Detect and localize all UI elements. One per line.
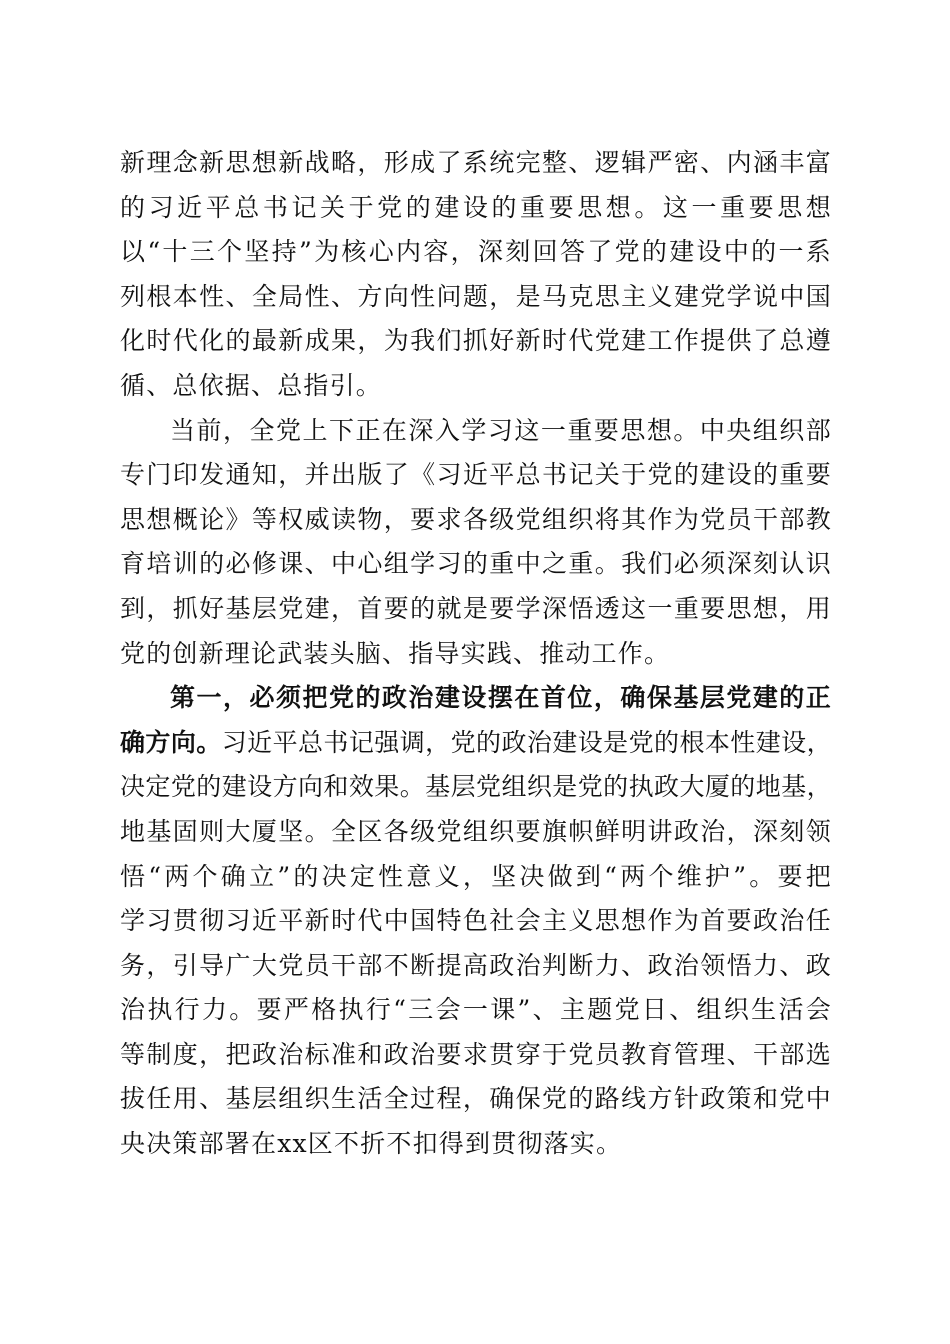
paragraph-2 [120,409,832,677]
text-line: 以“十三个坚持”为核心内容，深刻回答了党的建设中的一系 [120,237,832,267]
text-line: 循、总依据、总指引。 [120,370,383,400]
text-line: 治执行力。要严格执行“三会一课”、主题党日、组织生活会 [120,995,832,1025]
text-line: 学习贯彻习近平新时代中国特色社会主义思想作为首要政治任 [120,906,832,936]
text-line: 地基固则大厦坚。全区各级党组织要旗帜鲜明讲政治，深刻领 [120,816,832,846]
text-line: 新理念新思想新战略，形成了系统完整、逻辑严密、内涵丰富 [120,148,832,177]
text-line: 到，抓好基层党建，首要的就是要学深悟透这一重要思想，用 [120,593,832,623]
text-run: 习近平总书记强调，党的政治建设是党的根本性建设， [221,727,832,757]
text-line: 党的创新理论武装头脑、指导实践、推动工作。 [120,638,671,668]
text-line: 决定党的建设方向和效果。基层党组织是党的执政大厦的地基， [120,772,832,802]
text-line: 当前，全党上下正在深入学习这一重要思想。中央组织部 [170,415,832,445]
section-heading-continuation: 确方向。 [120,727,222,757]
document-body [120,141,832,1167]
text-line [120,721,832,766]
text-line: 央决策部署在xx区不折不扣得到贯彻落实。 [120,1129,623,1159]
text-line: 务，引导广大党员干部不断提高政治判断力、政治领悟力、政 [120,950,832,980]
text-line: 化时代化的最新成果，为我们抓好新时代党建工作提供了总遵 [120,326,832,356]
paragraph-3 [120,676,832,1167]
text-line: 列根本性、全局性、方向性问题，是马克思主义建党学说中国 [120,281,832,311]
section-heading: 第一，必须把党的政治建设摆在首位，确保基层党建的正 [170,683,832,713]
text-line: 思想概论》等权威读物，要求各级党组织将其作为党员干部教 [120,504,832,534]
text-line: 专门印发通知，并出版了《习近平总书记关于党的建设的重要 [120,460,832,490]
text-line: 悟“两个确立”的决定性意义，坚决做到“两个维护”。要把 [120,861,832,891]
text-line: 等制度，把政治标准和政治要求贯穿于党员教育管理、干部选 [120,1039,832,1069]
text-line: 的习近平总书记关于党的建设的重要思想。这一重要思想 [120,192,832,222]
text-line: 育培训的必修课、中心组学习的重中之重。我们必须深刻认识 [120,549,832,579]
paragraph-1 [120,141,832,409]
text-line: 拔任用、基层组织生活全过程，确保党的路线方针政策和党中 [120,1084,832,1114]
